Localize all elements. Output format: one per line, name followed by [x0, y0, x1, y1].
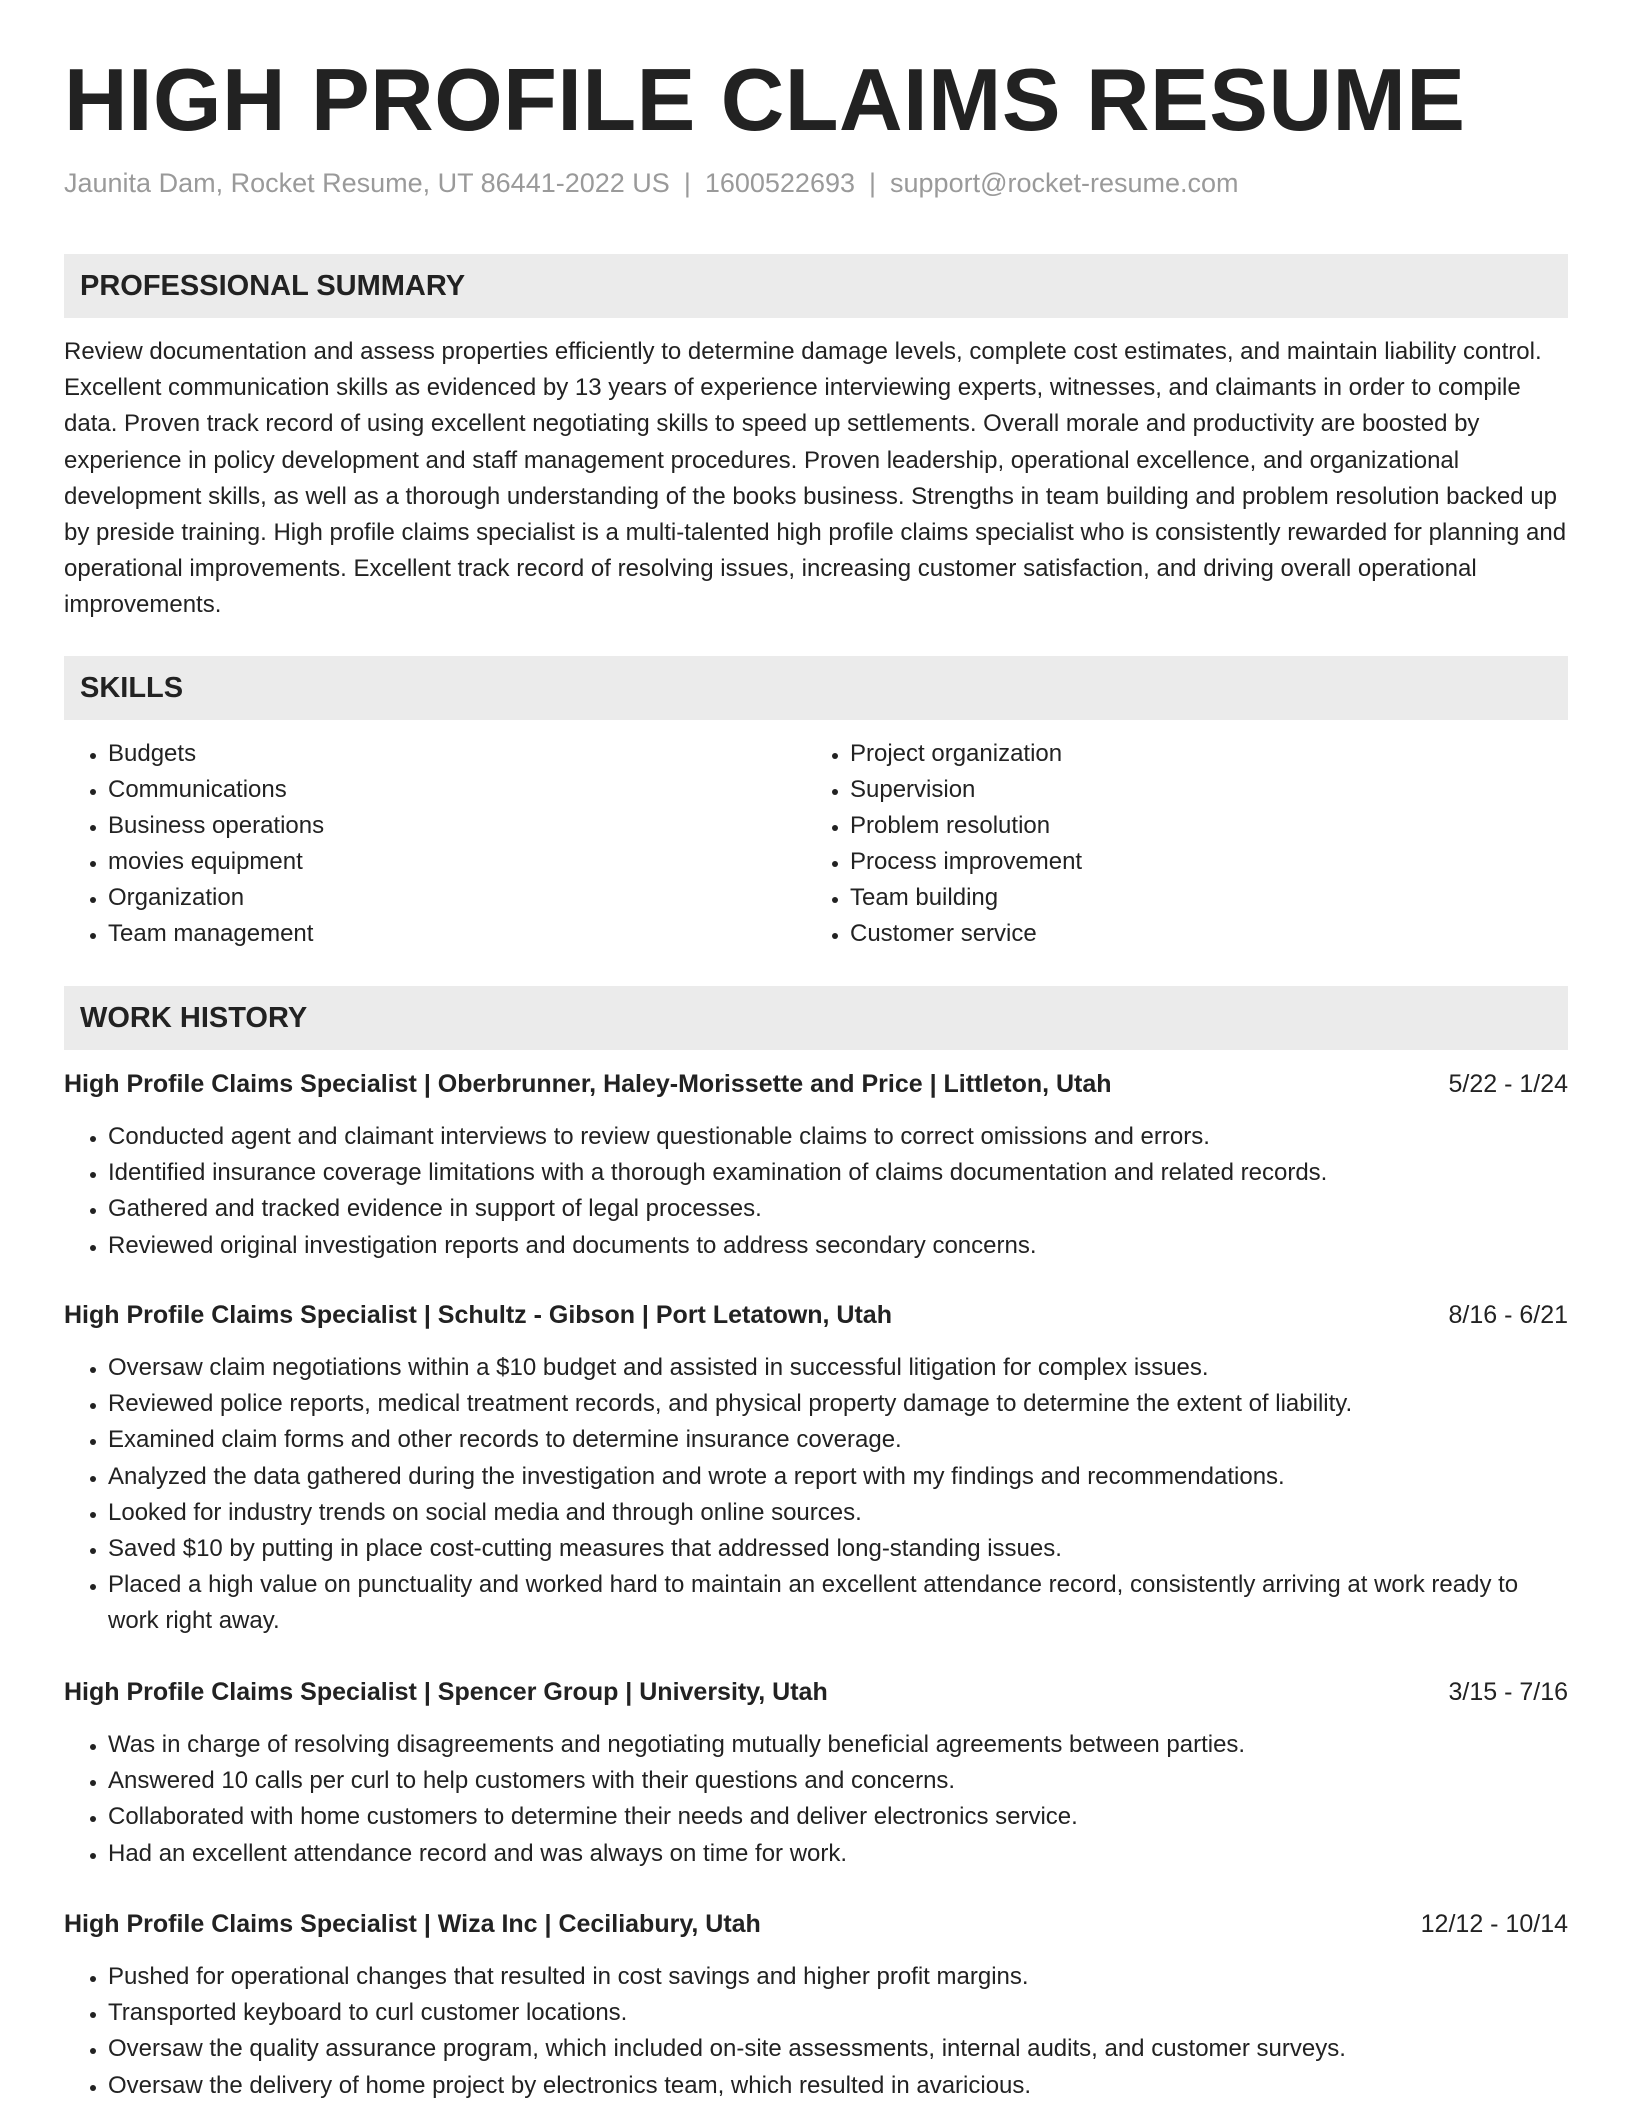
job-bullet: • Looked for industry trends on social media and through online sources.	[108, 1495, 1568, 1531]
skills-column-left	[64, 736, 806, 952]
job-header	[64, 1297, 1568, 1333]
job-bullets	[64, 1959, 1568, 2104]
job-bullet: • Oversaw claim negotiations within a $10 budget and assisted in successful litigation for complex issues.	[108, 1350, 1568, 1386]
skill-item: • movies equipment	[108, 844, 806, 880]
job-bullets	[64, 1727, 1568, 1872]
job-bullet: • Oversaw the quality assurance program, which included on-site assessments, internal audits, and customer surveys.	[108, 2031, 1568, 2067]
contact-separator: |	[683, 168, 691, 198]
professional-summary-text: Review documentation and assess properties efficiently to determine damage levels, complete cost estimates, and maintain liability control. Excellent communication skills as evidenced by 13 years of experience interviewing experts, witnesses, and claimants in order to compile data. Proven track record of using excellent negotiating skills to speed up settlements. Overall morale and productivity are boosted by experience in policy development and staff management procedures. Proven leadership, operational excellence, and organizational development skills, as well as a thorough understanding of the books business. Strengths in team building and problem resolution backed up by preside training. High profile claims specialist is a multi-talented high profile claims specialist who is consistently rewarded for planning and operational improvements. Excellent track record of resolving issues, increasing customer satisfaction, and driving overall operational improvements.	[64, 338, 1567, 619]
job-header	[64, 1906, 1568, 1942]
job-bullet: • Was in charge of resolving disagreements and negotiating mutually beneficial agreements between parties.	[108, 1727, 1568, 1763]
job-title: High Profile Claims Specialist | Wiza Inc | Ceciliabury, Utah	[64, 1910, 761, 1938]
contact-email: support@rocket-resume.com	[890, 168, 1239, 198]
job-bullet: • Collaborated with home customers to determine their needs and deliver electronics service.	[108, 1799, 1568, 1835]
job-entry	[64, 1297, 1568, 1640]
job-bullets	[64, 1350, 1568, 1640]
contact-phone: 1600522693	[704, 168, 855, 198]
skills-column-right	[806, 736, 1548, 952]
job-entry	[64, 1906, 1568, 2104]
job-bullet: • Reviewed police reports, medical treatment records, and physical property damage to determine the extent of liability.	[108, 1386, 1568, 1422]
skill-item: • Team management	[108, 916, 806, 952]
job-title: High Profile Claims Specialist | Schultz - Gibson | Port Letatown, Utah	[64, 1301, 892, 1329]
section-header-skills: SKILLS	[64, 656, 1568, 720]
skill-item: • Process improvement	[850, 844, 1548, 880]
contact-address: Jaunita Dam, Rocket Resume, UT 86441-2022 US	[64, 168, 670, 198]
job-bullet: • Oversaw the delivery of home project by electronics team, which resulted in avaricious.	[108, 2068, 1568, 2104]
job-bullet: • Gathered and tracked evidence in support of legal processes.	[108, 1191, 1568, 1227]
job-bullet: • Answered 10 calls per curl to help customers with their questions and concerns.	[108, 1763, 1568, 1799]
job-title: High Profile Claims Specialist | Spencer Group | University, Utah	[64, 1678, 828, 1706]
job-bullet: • Placed a high value on punctuality and worked hard to maintain an excellent attendance record, consistently arriving at work ready to work right away.	[108, 1567, 1568, 1639]
job-bullets	[64, 1119, 1568, 1264]
section-header-summary: PROFESSIONAL SUMMARY	[64, 254, 1568, 318]
skill-item: • Supervision	[850, 772, 1548, 808]
job-bullet: • Saved $10 by putting in place cost-cutting measures that addressed long-standing issues.	[108, 1531, 1568, 1567]
resume-title: HIGH PROFILE CLAIMS RESUME	[64, 50, 1466, 149]
job-bullet: • Pushed for operational changes that resulted in cost savings and higher profit margins.	[108, 1959, 1568, 1995]
job-bullet: • Reviewed original investigation reports and documents to address secondary concerns.	[108, 1228, 1568, 1264]
skill-item: • Organization	[108, 880, 806, 916]
job-dates: 3/15 - 7/16	[1448, 1678, 1568, 1706]
skill-item: • Project organization	[850, 736, 1548, 772]
skill-item: • Budgets	[108, 736, 806, 772]
job-entry	[64, 1674, 1568, 1872]
section-header-work-history: WORK HISTORY	[64, 986, 1568, 1050]
job-bullet: • Examined claim forms and other records to determine insurance coverage.	[108, 1422, 1568, 1458]
job-dates: 8/16 - 6/21	[1448, 1301, 1568, 1329]
job-bullet: • Analyzed the data gathered during the investigation and wrote a report with my findings and recommendations.	[108, 1459, 1568, 1495]
skill-item: • Customer service	[850, 916, 1548, 952]
skills-list	[64, 736, 1568, 952]
job-header	[64, 1674, 1568, 1710]
job-bullet: • Had an excellent attendance record and was always on time for work.	[108, 1836, 1568, 1872]
job-header	[64, 1066, 1568, 1102]
skill-item: • Business operations	[108, 808, 806, 844]
job-title: High Profile Claims Specialist | Oberbrunner, Haley-Morissette and Price | Littleton, Utah	[64, 1070, 1112, 1098]
skill-item: • Communications	[108, 772, 806, 808]
job-bullet: • Conducted agent and claimant interviews to review questionable claims to correct omissions and errors.	[108, 1119, 1568, 1155]
skill-item: • Team building	[850, 880, 1548, 916]
job-dates: 12/12 - 10/14	[1420, 1910, 1568, 1938]
job-entry	[64, 1066, 1568, 1264]
contact-separator: |	[869, 168, 877, 198]
skill-item: • Problem resolution	[850, 808, 1548, 844]
contact-line	[64, 168, 1239, 199]
job-dates: 5/22 - 1/24	[1448, 1070, 1568, 1098]
job-bullet: • Transported keyboard to curl customer locations.	[108, 1995, 1568, 2031]
job-bullet: • Identified insurance coverage limitations with a thorough examination of claims documentation and related records.	[108, 1155, 1568, 1191]
